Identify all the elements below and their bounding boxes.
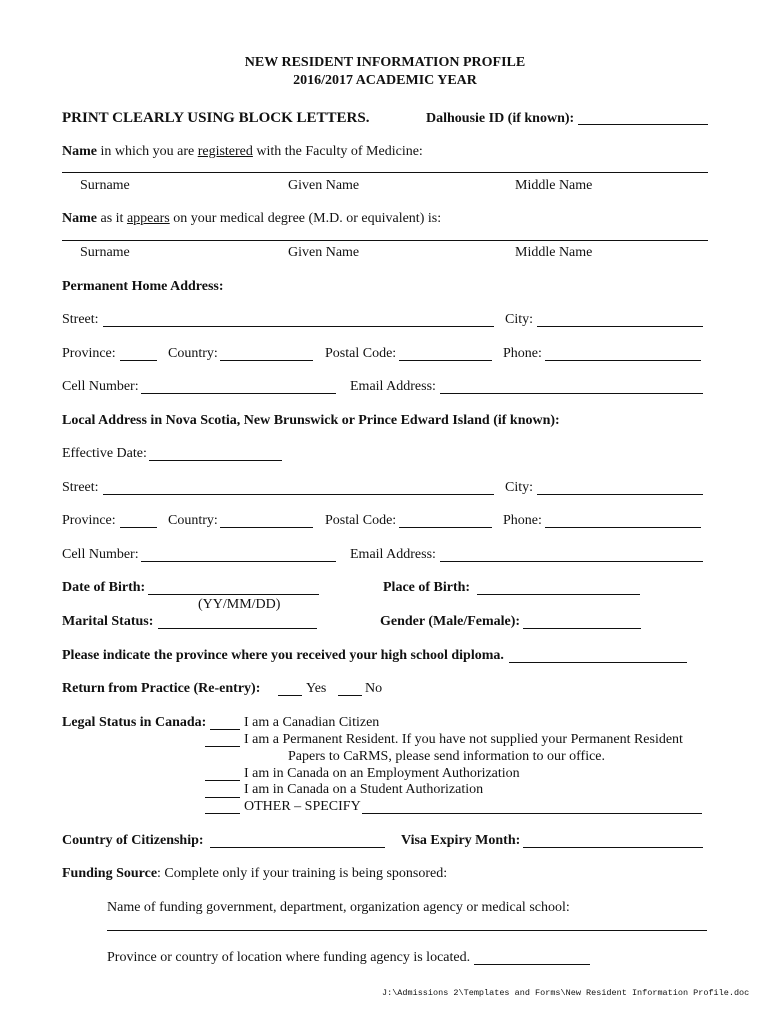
funding-source-label — [62, 866, 447, 882]
high-school-label: Please indicate the province where you received your high school diploma. — [62, 648, 504, 663]
local-email-field[interactable] — [440, 561, 703, 562]
permanent-resident-option: I am a Permanent Resident. If you have not supplied your Permanent Resident — [244, 732, 683, 747]
permanent-street-field[interactable] — [103, 326, 494, 327]
postal-code-label: Postal Code: — [325, 513, 397, 528]
email-label: Email Address: — [350, 379, 436, 394]
funding-location-field[interactable] — [474, 964, 590, 965]
document-path-footer: J:\Admissions 2\Templates and Forms\New Resident Information Profile.doc — [382, 988, 750, 998]
dalhousie-id-label: Dalhousie ID (if known): — [426, 111, 575, 126]
name-registered-post: with the Faculty of Medicine: — [256, 144, 423, 159]
funding-name-field[interactable] — [107, 930, 707, 931]
name-registered-emph: registered — [197, 144, 253, 159]
local-postal-field[interactable] — [399, 527, 492, 528]
registered-name-field[interactable] — [62, 172, 708, 173]
effective-date-field[interactable] — [149, 460, 282, 461]
middle-name-caption: Middle Name — [515, 245, 593, 260]
visa-expiry-label: Visa Expiry Month: — [401, 833, 521, 848]
surname-caption: Surname — [80, 245, 130, 260]
name-degree-emph: appears — [126, 211, 170, 226]
middle-name-caption: Middle Name — [515, 178, 593, 193]
phone-label: Phone: — [503, 513, 542, 528]
name-degree-pre: as it — [100, 211, 124, 226]
date-format-hint: (YY/MM/DD) — [198, 597, 281, 612]
permanent-cell-field[interactable] — [141, 393, 336, 394]
form-title: NEW RESIDENT INFORMATION PROFILE — [244, 55, 526, 70]
email-label: Email Address: — [350, 547, 436, 562]
province-label: Province: — [62, 513, 116, 528]
reentry-label: Return from Practice (Re-entry): — [62, 681, 261, 696]
local-country-field[interactable] — [220, 527, 313, 528]
street-label: Street: — [62, 312, 99, 327]
dalhousie-id-field[interactable] — [578, 124, 708, 125]
name-registered-label — [62, 144, 423, 160]
high-school-field[interactable] — [509, 662, 687, 663]
local-address-heading: Local Address in Nova Scotia, New Brunswick or Prince Edward Island (if known): — [62, 413, 560, 428]
province-label: Province: — [62, 346, 116, 361]
place-of-birth-label: Place of Birth: — [383, 580, 471, 595]
permanent-postal-field[interactable] — [399, 360, 492, 361]
reentry-yes-label: Yes — [306, 681, 327, 696]
given-name-caption: Given Name — [288, 178, 360, 193]
marital-status-field[interactable] — [158, 628, 317, 629]
other-specify-field[interactable] — [362, 813, 702, 814]
student-option: I am in Canada on a Student Authorization — [244, 782, 484, 797]
citizenship-field[interactable] — [210, 847, 385, 848]
name-registered-pre: in which you are — [100, 144, 195, 159]
citizen-option: I am a Canadian Citizen — [244, 715, 380, 730]
surname-caption: Surname — [80, 178, 130, 193]
funding-location-label: Province or country of location where funding agency is located. — [107, 950, 471, 965]
other-blank[interactable] — [205, 813, 240, 814]
gender-field[interactable] — [523, 628, 641, 629]
degree-name-field[interactable] — [62, 240, 708, 241]
city-label: City: — [505, 480, 534, 495]
form-subtitle: 2016/2017 ACADEMIC YEAR — [293, 73, 477, 88]
local-cell-field[interactable] — [141, 561, 336, 562]
effective-date-label: Effective Date: — [62, 446, 147, 461]
phone-label: Phone: — [503, 346, 542, 361]
name-degree-label — [62, 211, 441, 227]
postal-code-label: Postal Code: — [325, 346, 397, 361]
cell-number-label: Cell Number: — [62, 379, 139, 394]
citizen-blank[interactable] — [210, 729, 240, 730]
date-of-birth-label: Date of Birth: — [62, 580, 146, 595]
country-label: Country: — [168, 346, 218, 361]
funding-source-note: : Complete only if your training is being sponsored: — [157, 866, 448, 881]
permanent-city-field[interactable] — [537, 326, 703, 327]
street-label: Street: — [62, 480, 99, 495]
local-city-field[interactable] — [537, 494, 703, 495]
permanent-address-heading: Permanent Home Address: — [62, 279, 224, 294]
name-registered-bold: Name — [62, 144, 97, 159]
student-blank[interactable] — [205, 797, 240, 798]
local-phone-field[interactable] — [545, 527, 701, 528]
name-degree-bold: Name — [62, 211, 97, 226]
reentry-no-blank[interactable] — [338, 695, 362, 696]
local-street-field[interactable] — [103, 494, 494, 495]
funding-source-bold: Funding Source — [62, 866, 158, 881]
funding-name-label: Name of funding government, department, organization agency or medical school: — [107, 900, 570, 915]
permanent-country-field[interactable] — [220, 360, 313, 361]
local-province-field[interactable] — [120, 527, 157, 528]
city-label: City: — [505, 312, 534, 327]
gender-label: Gender (Male/Female): — [380, 614, 521, 629]
citizenship-label: Country of Citizenship: — [62, 833, 204, 848]
place-of-birth-field[interactable] — [477, 594, 640, 595]
employment-blank[interactable] — [205, 780, 240, 781]
date-of-birth-field[interactable] — [148, 594, 319, 595]
marital-status-label: Marital Status: — [62, 614, 154, 629]
print-instruction: PRINT CLEARLY USING BLOCK LETTERS. — [62, 110, 370, 126]
reentry-no-label: No — [365, 681, 383, 696]
permanent-resident-note: Papers to CaRMS, please send information to our office. — [288, 749, 606, 764]
given-name-caption: Given Name — [288, 245, 360, 260]
visa-expiry-field[interactable] — [523, 847, 703, 848]
name-degree-post: on your medical degree (M.D. or equivalent) is: — [173, 211, 442, 226]
permanent-province-field[interactable] — [120, 360, 157, 361]
other-option: OTHER – SPECIFY — [244, 799, 361, 814]
permanent-phone-field[interactable] — [545, 360, 701, 361]
permanent-resident-blank[interactable] — [205, 746, 240, 747]
employment-option: I am in Canada on an Employment Authorization — [244, 766, 520, 781]
reentry-yes-blank[interactable] — [278, 695, 302, 696]
legal-status-label: Legal Status in Canada: — [62, 715, 207, 730]
permanent-email-field[interactable] — [440, 393, 703, 394]
country-label: Country: — [168, 513, 218, 528]
cell-number-label: Cell Number: — [62, 547, 139, 562]
